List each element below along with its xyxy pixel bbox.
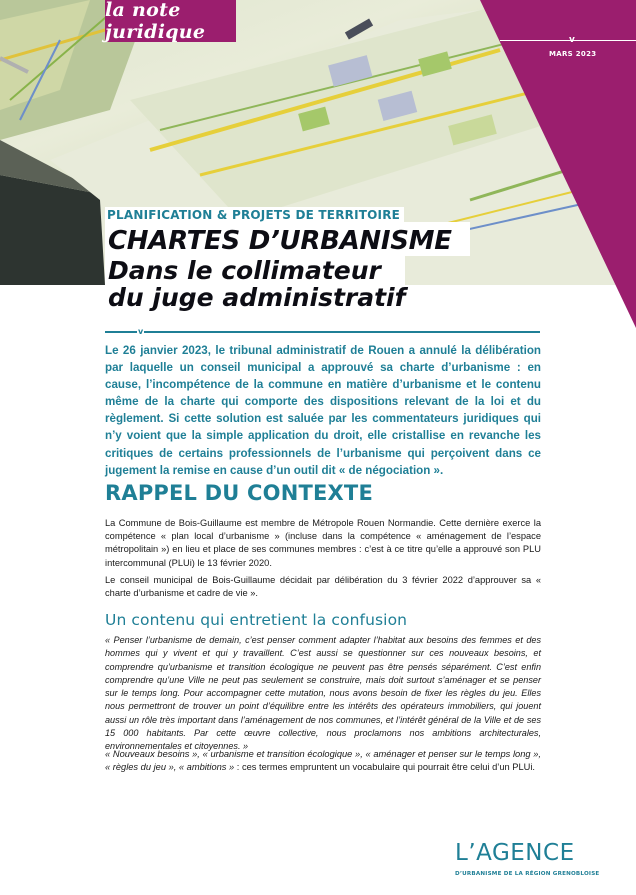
subsection-heading: Un contenu qui entretient la confusion <box>105 611 408 629</box>
section-divider <box>105 328 540 338</box>
note-juridique-badge: la note juridique <box>105 0 236 42</box>
title-sub-line2: du juge administratif <box>108 283 406 312</box>
charter-quote: « Penser l’urbanisme de demain, c’est penser comment adapter l’habitat aux besoins des femmes et des hommes qui y vivent et qui y travaillent. C’est aussi se questionner sur ces nouveaux besoins, et comprendre qu’urbanisme et transition écologique ne peuvent pas être pensés séparément. C’est enfin comprendre qu’une Ville ne peut pas seulement se construire, mais doit surtout s’aménager et se penser sur le temps long. Pour accompagner cette mutation, nous avons besoin de fixer les règles du jeu. Elles nous permettront de trouver un point d’équilibre entre les intérêts des opérateurs immobiliers, qui jouent aussi un rôle très important dans l’aménagement de nos communes, et l’intérêt général de la Ville et de ses 15 000 habitants. Par cette œuvre collective, nous proclamons nos ambitions architecturales, environnementales et citoyennes. » <box>105 635 541 752</box>
logo-subtitle: D’URBANISME DE LA RÉGION GRENOBLOISE <box>455 871 600 877</box>
body-paragraph: La Commune de Bois-Guillaume est membre de Métropole Rouen Normandie. Cette dernière exerce la compétence « plan local d’urbanisme » (incluse dans la compétence « aménagement de l’espace métropolitain ») en lieu et place de ses communes membres : c’est à ce titre qu’elle a approuvé son PLU intercommunal (PLUi) le 13 février 2020. <box>105 518 541 568</box>
category-kicker: PLANIFICATION & PROJETS DE TERRITOIRE <box>107 207 401 222</box>
chevron-down-icon: v <box>569 35 575 45</box>
body-paragraph <box>105 748 541 774</box>
body-paragraph: Le conseil municipal de Bois-Guillaume décidait par délibération du 3 février 2022 d’approuver sa « charte d’urbanisme et cadre de vie ». <box>105 575 541 599</box>
chevron-down-icon: v <box>138 327 144 336</box>
title-sub-line1: Dans le collimateur <box>108 256 381 285</box>
date-divider <box>500 40 636 41</box>
agence-logo <box>455 840 625 885</box>
quoted-terms: « Nouveaux besoins », « urbanisme et transition écologique », « aménager et penser sur le temps long », « règles du jeu », « ambitions » <box>105 749 541 773</box>
logo-wordmark: L’AGENCE <box>455 840 575 866</box>
paragraph-text: : ces termes empruntent un vocabulaire qui pourrait être celui d’un PLUi. <box>234 762 535 773</box>
title-main: CHARTES D’URBANISME <box>108 226 452 256</box>
section-heading-contexte: RAPPEL DU CONTEXTE <box>105 481 374 505</box>
lead-paragraph: Le 26 janvier 2023, le tribunal administratif de Rouen a annulé la délibération par laquelle un conseil municipal a approuvé sa charte d’urbanisme : en cause, l’incompétence de la commune en matière d’urbanisme et le contenu même de la charte qui comporte des dispositions relevant de la loi et du règlement. Si cette solution est saluée par les commentateurs juridiques qui n’y voient que la simple application du droit, elle cristallise en revanche les critiques de certains professionnels de l’urbanisme qui perçoivent dans ce jugement la remise en cause d’un outil dit « de négociation ». <box>105 344 541 477</box>
kicker-box <box>105 207 404 222</box>
divider-line <box>105 331 540 333</box>
issue-date: MARS 2023 <box>549 50 597 58</box>
